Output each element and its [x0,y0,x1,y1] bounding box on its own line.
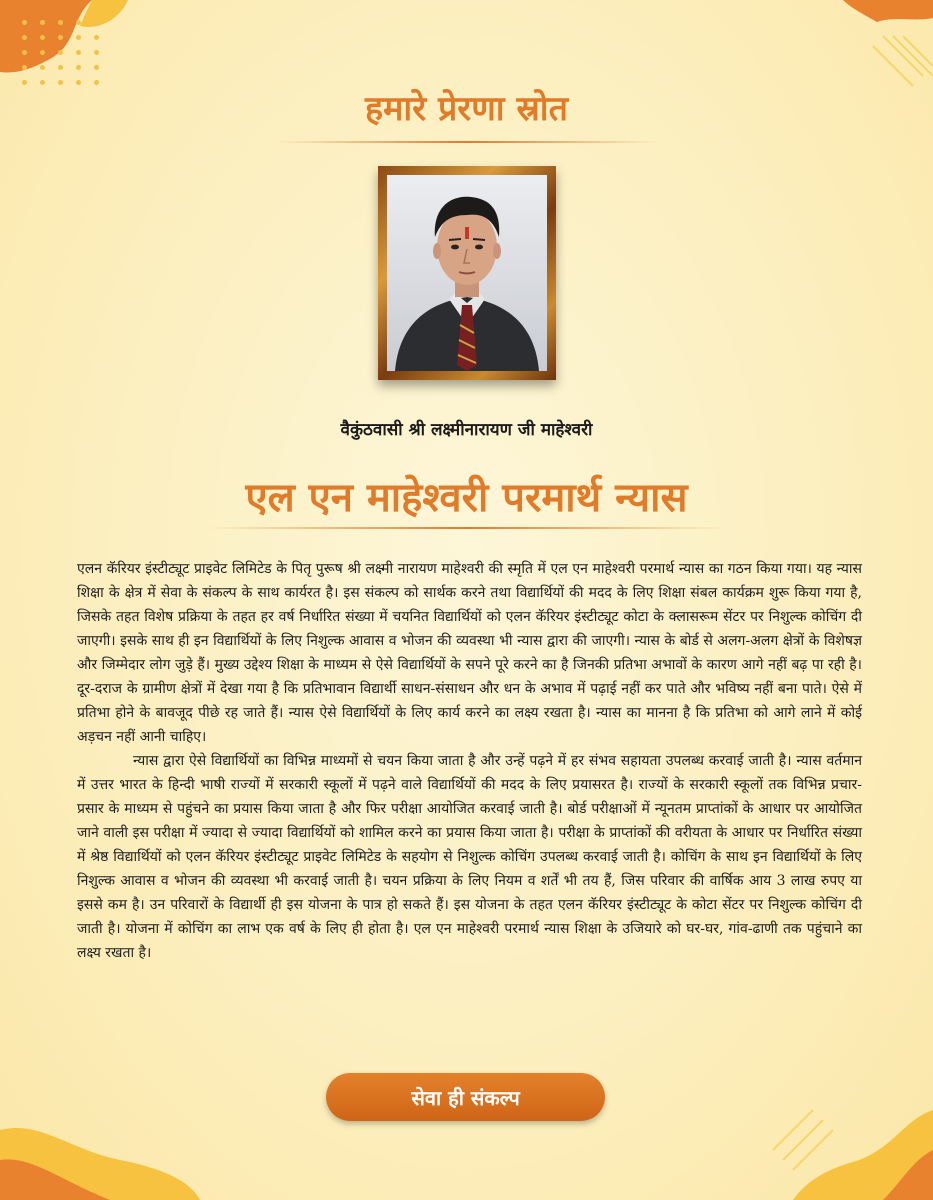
body-text [77,557,862,965]
dot-pattern [22,20,102,85]
seva-sankalp-button[interactable]: सेवा ही संकल्प [326,1073,605,1121]
paragraph-2: न्यास द्वारा ऐसे विद्यार्थियों का विभिन्न माध्यमों से चयन किया जाता है और उन्हें पढ़ने में हर संभव सहायता उपलब्ध करवाई जाती है। न्यास वर्तमान में उत्तर भारत के हिन्दी भाषी राज्यों में सरकारी स्कूलों में पढ़ने वाले विद्यार्थियों की मदद के लिए प्रयासरत है। राज्यों के सरकारी स्कूलों तक विभिन्न प्रचार-प्रसार के माध्यम से पहुंचने का प्रयास किया जाता है और फिर परीक्षा आयोजित करवाई जाती है। बोर्ड परीक्षाओं में न्यूनतम प्राप्तांकों के आधार पर आयोजित जाने वाली इस परीक्षा में ज्यादा से ज्यादा विद्यार्थियों को शामिल करने का प्रयास किया जाता है। परीक्षा के प्राप्तांकों की वरीयता के आधार पर निर्धारित संख्या में श्रेष्ठ विद्यार्थियों को एलन कॅरियर इंस्टीट्यूट प्राइवेट लिमिटेड के सहयोग से निशुल्क कोचिंग उपलब्ध करवाई जाती है। कोचिंग के साथ इन विद्यार्थियों के लिए निशुल्क आवास व भोजन की व्यवस्था भी करवाई जाती है। चयन प्रक्रिया के लिए नियम व शर्तें भी तय हैं, जिस परिवार की वार्षिक आय 3 लाख रुपए या इससे कम है। उन परिवारों के विद्यार्थी ही इस योजना के पात्र हो सकते हैं। इस योजना के तहत एलन कॅरियर इंस्टीट्यूट के कोटा सेंटर पर निशुल्क कोचिंग दी जाती है। योजना में कोचिंग का लाभ एक वर्ष के लिए ही होता है। एल एन माहेश्वरी परमार्थ न्यास शिक्षा के उजियारे को घर-घर, गांव-ढाणी तक पहुंचाने का लक्ष्य रखता है। [77,753,862,961]
trust-name: एल एन माहेश्वरी परमार्थ न्यास [245,475,688,521]
bottom-left-decor [0,1100,200,1200]
portrait-frame [378,166,556,380]
trust-underline [205,527,728,529]
portrait-caption: वैकुंठवासी श्री लक्ष्मीनारायण जी माहेश्वरी [340,420,593,440]
title-underline [275,141,658,143]
paragraph-1: एलन कॅरियर इंस्टीट्यूट प्राइवेट लिमिटेड के पितृ पुरूष श्री लक्ष्मी नारायण माहेश्वरी की स्मृति में एल एन माहेश्वरी परमार्थ न्यास का गठन किया गया। यह न्यास शिक्षा के क्षेत्र में सेवा के संकल्प के साथ कार्यरत है। इस संकल्प को सार्थक करने तथा विद्यार्थियों की मदद के लिए शिक्षा संबल कार्यक्रम शुरू किया गया है, जिसके तहत विशेष प्रक्रिया के तहत हर वर्ष निर्धारित संख्या में चयनित विद्यार्थियों को एलन कॅरियर इंस्टीट्यूट कोटा के क्लासरूम सेंटर पर निशुल्क कोचिंग दी जाएगी। इसके साथ ही इन विद्यार्थियों के लिए निशुल्क आवास व भोजन की व्यवस्था भी न्यास द्वारा की जाएगी। न्यास के बोर्ड से अलग-अलग क्षेत्रों के विशेषज्ञ और जिम्मेदार लोग जुड़े हैं। मुख्य उद्देश्य शिक्षा के माध्यम से ऐसे विद्यार्थियों के सपने पूरे करने का है जिनकी प्रतिभा अभावों के कारण आगे नहीं बढ़ पा रही है। दूर-दराज के ग्रामीण क्षेत्रों में देखा गया है कि प्रतिभावान विद्यार्थी साधन-संसाधन और धन के अभाव में पढ़ाई नहीं कर पाते और भविष्य नहीं बना पाते। ऐसे में प्रतिभा होने के बावजूद पीछे रह जाते हैं। न्यास ऐसे विद्यार्थियों के लिए कार्य करने का लक्ष्य रखता है। न्यास का मानना है कि प्रतिभा को आगे लाने में कोई अड़चन नहीं आनी चाहिए। [77,561,862,745]
page-title: हमारे प्रेरणा स्रोत [365,89,568,129]
portrait-photo [387,175,547,371]
bottom-right-decor [733,1090,933,1200]
